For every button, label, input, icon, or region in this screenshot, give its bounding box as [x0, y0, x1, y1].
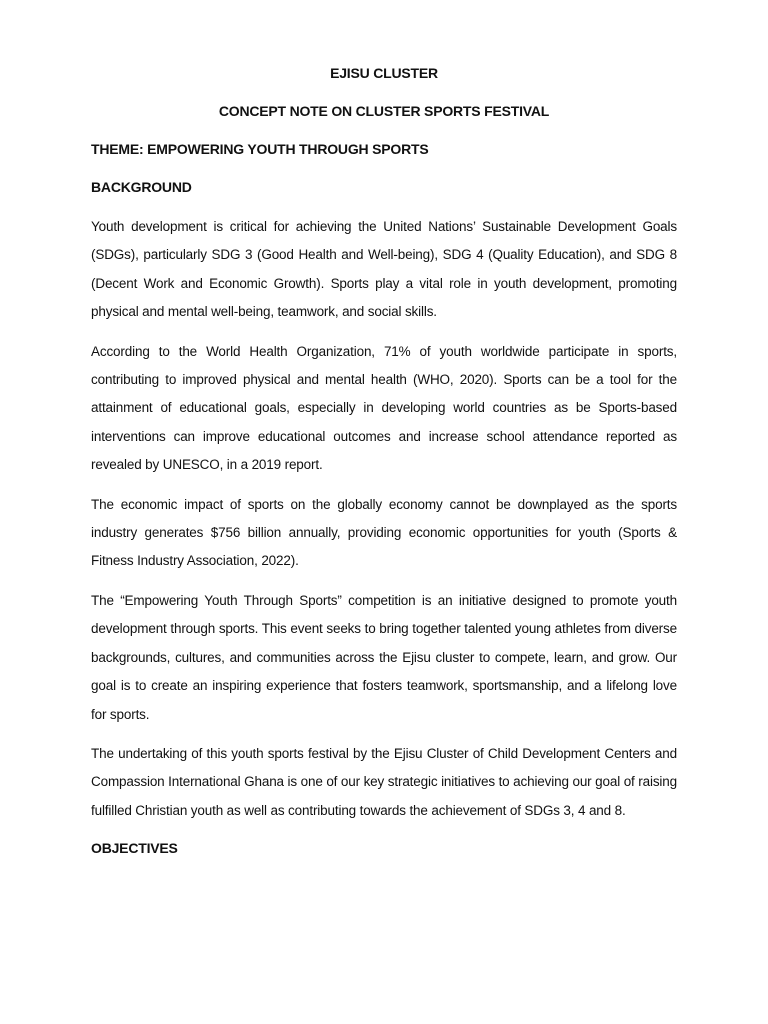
paragraph-who-stats: According to the World Health Organization, 71% of youth worldwide participate in sports, contributing to improved physical and mental health (WHO, 2020). Sports can be a tool for the attainment of educational goals, especially in developing world countries as be Sports-based interventions can improve educational outcomes and increase school attendance reported as revealed by UNESCO, in a 2019 report. [91, 343, 677, 473]
background-heading: BACKGROUND [91, 179, 192, 195]
paragraph-undertaking: The undertaking of this youth sports festival by the Ejisu Cluster of Child Development Centers and Compassion International Ghana is one of our key strategic initiatives to achieving our goal of raising fulfilled Christian youth as well as contributing towards the achievement of SDGs 3, 4 and 8. [91, 745, 677, 818]
paragraph-competition: The “Empowering Youth Through Sports” competition is an initiative designed to promote youth development through sports. This event seeks to bring together talented young athletes from diverse backgrounds, cultures, and communities across the Ejisu cluster to compete, learn, and grow. Our goal is to create an inspiring experience that fosters teamwork, sportsmanship, and a lifelong love for sports. [91, 592, 677, 722]
paragraph-economic-impact: The economic impact of sports on the globally economy cannot be downplayed as the sports industry generates $756 billion annually, providing economic opportunities for youth (Sports & Fitness Industry Association, 2022). [91, 496, 677, 569]
theme-heading: THEME: EMPOWERING YOUTH THROUGH SPORTS [91, 141, 429, 157]
objectives-heading: OBJECTIVES [91, 840, 178, 857]
paragraph-sdg-intro: Youth development is critical for achieving the United Nations’ Sustainable Development Goals (SDGs), particularly SDG 3 (Good Health and Well-being), SDG 4 (Quality Education), and SDG 8 (Decent Work and Economic Growth). Sports play a vital role in youth development, promoting physical and mental well-being, teamwork, and social skills. [91, 219, 677, 320]
org-title: EJISU CLUSTER [330, 65, 438, 81]
document-page [91, 64, 677, 858]
note-title: CONCEPT NOTE ON CLUSTER SPORTS FESTIVAL [218, 103, 550, 119]
